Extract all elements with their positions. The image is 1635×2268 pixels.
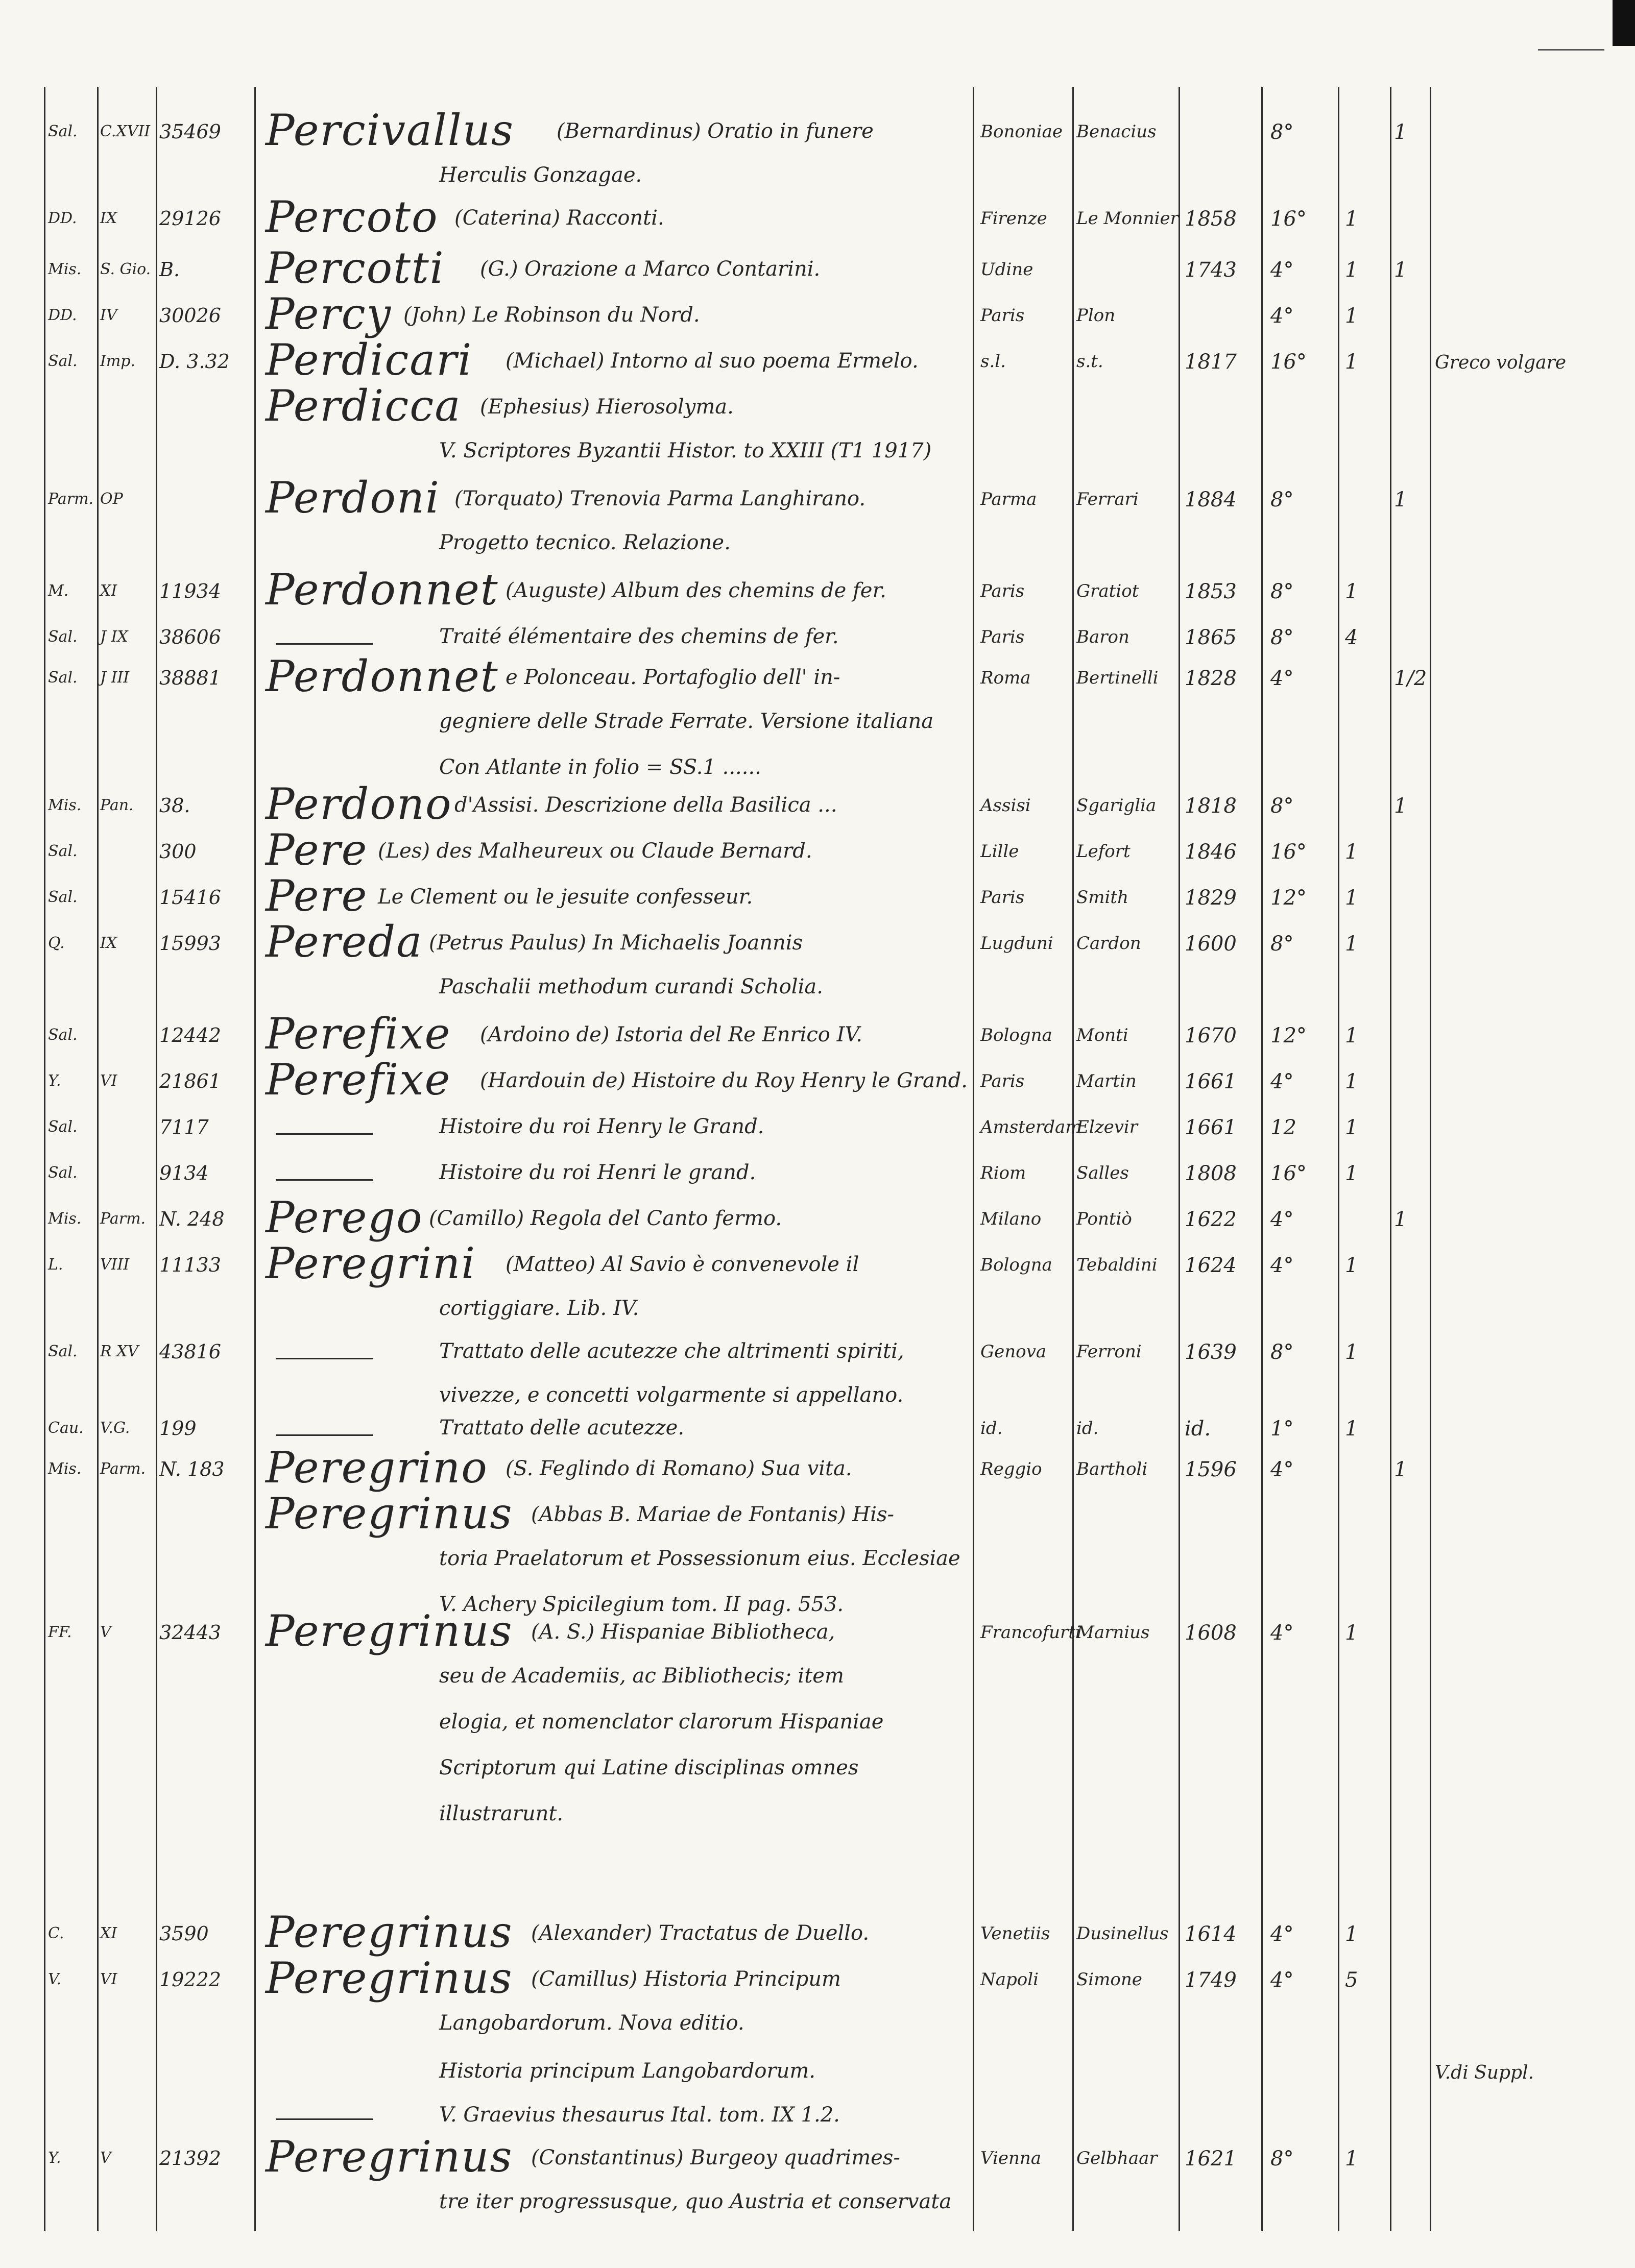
printer: Baron [1076, 627, 1129, 647]
catalog-entry [0, 1489, 1635, 1616]
title-text: Histoire du roi Henri le grand. [439, 1161, 756, 1184]
title-text: (Ardoino de) Istoria del Re Enrico IV. [480, 1023, 862, 1046]
title-text: (Hardouin de) Histoire du Roy Henry le Grand. [480, 1069, 968, 1092]
catalog-entry [0, 651, 1635, 779]
shelf-section: V.G. [100, 1419, 130, 1437]
place-of-publication: Udine [980, 259, 1033, 280]
year: 1621 [1185, 2147, 1237, 2171]
shelfmark: DD. [48, 209, 77, 227]
place-of-publication: id. [980, 1418, 1003, 1438]
author-heading: Perefixe [266, 1009, 451, 1059]
place-of-publication: Firenze [980, 208, 1047, 229]
shelf-section: OP [100, 490, 123, 508]
author-heading: Peregrinus [266, 2132, 513, 2182]
place-of-publication: Paris [980, 887, 1025, 908]
corner-rule [1538, 49, 1604, 51]
author-heading: Peregrini [266, 1238, 476, 1288]
title-text: d'Assisi. Descrizione della Basilica ... [454, 793, 837, 817]
printer: Le Monnier [1076, 208, 1179, 229]
shelf-section: V [100, 2149, 111, 2167]
title-text: (Ephesius) Hierosolyma. [480, 395, 734, 419]
volume-count: 1 [1345, 350, 1358, 374]
format: 16° [1270, 1162, 1307, 1185]
year: 1749 [1185, 1968, 1237, 1992]
format: 8° [1270, 794, 1294, 818]
place-of-publication: Francofurti [980, 1622, 1081, 1643]
extra-count: 1 [1394, 120, 1407, 144]
shelfmark: Sal. [48, 888, 78, 906]
shelf-section: Parm. [100, 1210, 146, 1228]
shelf-section: IV [100, 306, 117, 324]
catalog-entry [0, 2132, 1635, 2213]
author-heading: Perdonnet [266, 565, 499, 615]
inventory-number: 38606 [159, 626, 221, 648]
volume-count: 1 [1345, 1340, 1358, 1364]
format: 8° [1270, 626, 1294, 649]
title-text: Traité élémentaire des chemins de fer. [439, 625, 839, 648]
inventory-number: 199 [159, 1417, 197, 1440]
year: 1884 [1185, 488, 1237, 511]
shelf-section: IX [100, 934, 117, 952]
title-text: Trattato delle acutezze che altrimenti spiriti, [439, 1339, 904, 1363]
author-heading: Perdicari [266, 335, 473, 385]
shelf-section: IX [100, 209, 117, 227]
volume-count: 5 [1345, 1968, 1358, 1992]
inventory-number: 300 [159, 840, 197, 863]
format: 4° [1270, 1968, 1294, 1992]
title-text: Le Clement ou le jesuite confesseur. [378, 885, 753, 909]
continuation-line: gegniere delle Strade Ferrate. Versione italiana [439, 710, 934, 733]
author-heading: Percy [266, 289, 392, 339]
shelfmark: Cau. [48, 1419, 84, 1437]
author-heading: Pere [266, 825, 368, 875]
format: 4° [1270, 304, 1294, 328]
shelfmark: Q. [48, 934, 65, 952]
volume-count: 1 [1345, 1024, 1358, 1047]
printer: Salles [1076, 1163, 1129, 1183]
shelfmark: Sal. [48, 352, 78, 370]
format: 8° [1270, 580, 1294, 603]
inventory-number: 35469 [159, 120, 221, 143]
year: 1600 [1185, 932, 1237, 956]
shelf-section: J III [100, 669, 130, 687]
place-of-publication: Assisi [980, 795, 1031, 816]
printer: Lefort [1076, 841, 1131, 862]
inventory-number: 38. [159, 794, 190, 817]
printer: Gelbhaar [1076, 2148, 1158, 2168]
shelf-section: Parm. [100, 1460, 146, 1478]
shelf-section: S. Gio. [100, 260, 151, 278]
continuation-line: Scriptorum qui Latine disciplinas omnes [439, 1756, 859, 1779]
place-of-publication: Roma [980, 668, 1031, 688]
year: 1639 [1185, 1340, 1237, 1364]
author-heading: Percivallus [266, 105, 514, 155]
title-text: (Camillus) Historia Principum [531, 1967, 841, 1991]
shelf-section: C.XVII [100, 123, 151, 140]
printer: Gratiot [1076, 581, 1139, 601]
format: 4° [1270, 1070, 1294, 1093]
inventory-number: 21861 [159, 1070, 221, 1092]
printer: Bartholi [1076, 1459, 1148, 1479]
shelfmark: Parm. [48, 490, 94, 508]
shelfmark: Sal. [48, 1164, 78, 1182]
place-of-publication: Bononiae [980, 121, 1063, 142]
format: 4° [1270, 1922, 1294, 1946]
shelf-section: XI [100, 1924, 117, 1942]
volume-count: 1 [1345, 932, 1358, 956]
printer: Monti [1076, 1025, 1128, 1045]
continuation-line: vivezze, e concetti volgarmente si appellano. [439, 1383, 904, 1407]
year: 1858 [1185, 207, 1237, 231]
inventory-number: 3590 [159, 1922, 209, 1945]
place-of-publication: Paris [980, 305, 1025, 326]
volume-count: 1 [1345, 1116, 1358, 1139]
catalog-entry [0, 2057, 1635, 2127]
printer: Simone [1076, 1969, 1142, 1990]
ditto-rule [276, 1179, 373, 1181]
year: 1853 [1185, 580, 1237, 603]
shelf-section: J IX [100, 628, 128, 646]
year: 1596 [1185, 1458, 1237, 1481]
printer: s.t. [1076, 351, 1103, 372]
continuation-line: Langobardorum. Nova editio. [439, 2011, 744, 2035]
shelf-section: VI [100, 1072, 117, 1090]
shelfmark: Sal. [48, 1026, 78, 1044]
format: 12° [1270, 886, 1307, 910]
place-of-publication: Napoli [980, 1969, 1039, 1990]
inventory-number: N. 248 [159, 1208, 225, 1230]
continuation-line: seu de Academiis, ac Bibliothecis; item [439, 1664, 844, 1688]
volume-count: 4 [1345, 626, 1358, 649]
extra-count: 1 [1394, 1458, 1407, 1481]
shelfmark: C. [48, 1924, 64, 1942]
inventory-number: 43816 [159, 1340, 221, 1363]
title-text: (Caterina) Racconti. [454, 206, 664, 230]
volume-count: 1 [1345, 1254, 1358, 1277]
printer: Martin [1076, 1071, 1137, 1091]
place-of-publication: Paris [980, 1071, 1025, 1091]
title-text: (Camillo) Regola del Canto fermo. [429, 1207, 782, 1230]
year: 1622 [1185, 1208, 1237, 1231]
printer: Benacius [1076, 121, 1157, 142]
marginal-note: V.di Suppl. [1435, 2062, 1534, 2083]
title-text: (Petrus Paulus) In Michaelis Joannis [429, 931, 803, 955]
inventory-number: B. [159, 258, 180, 281]
catalog-entry [0, 1238, 1635, 1320]
title-text: (Auguste) Album des chemins de fer. [506, 579, 886, 602]
place-of-publication: Riom [980, 1163, 1026, 1183]
shelfmark: Sal. [48, 842, 78, 860]
catalog-entry [0, 1337, 1635, 1407]
place-of-publication: Bologna [980, 1025, 1052, 1045]
volume-count: 1 [1345, 258, 1358, 282]
continuation-line: Herculis Gonzagae. [439, 163, 642, 187]
continuation-line: illustrarunt. [439, 1802, 564, 1825]
author-heading: Perdono [266, 779, 452, 829]
printer: Elzevir [1076, 1117, 1138, 1137]
extra-count: 1 [1394, 488, 1407, 511]
volume-count: 1 [1345, 304, 1358, 328]
format: 8° [1270, 120, 1294, 144]
format: 4° [1270, 1208, 1294, 1231]
continuation-line: tre iter progressusque, quo Austria et conservata [439, 2190, 952, 2213]
format: 4° [1270, 258, 1294, 282]
shelfmark: FF. [48, 1623, 72, 1641]
inventory-number: 30026 [159, 304, 221, 327]
year: 1808 [1185, 1162, 1237, 1185]
volume-count: 1 [1345, 2147, 1358, 2171]
inventory-number: 19222 [159, 1968, 221, 1991]
volume-count: 1 [1345, 1162, 1358, 1185]
inventory-number: 11934 [159, 580, 221, 602]
shelfmark: Y. [48, 2149, 61, 2167]
year: 1661 [1185, 1070, 1237, 1093]
place-of-publication: Lugduni [980, 933, 1053, 954]
printer: Ferrari [1076, 489, 1139, 509]
author-heading: Perefixe [266, 1055, 451, 1105]
format: 16° [1270, 207, 1307, 231]
author-heading: Peregrinus [266, 1953, 513, 2003]
ditto-rule [276, 643, 373, 645]
inventory-number: 29126 [159, 207, 221, 230]
format: 8° [1270, 2147, 1294, 2171]
inventory-number: 21392 [159, 2147, 221, 2169]
shelf-section: Imp. [100, 352, 136, 370]
extra-count: 1 [1394, 258, 1407, 282]
title-text: Trattato delle acutezze. [439, 1416, 685, 1440]
format: 4° [1270, 1254, 1294, 1277]
place-of-publication: Venetiis [980, 1923, 1050, 1944]
printer: Pontiò [1076, 1209, 1132, 1229]
printer: id. [1076, 1418, 1099, 1438]
catalog-entry [0, 381, 1635, 462]
volume-count: 1 [1345, 886, 1358, 910]
shelfmark: Sal. [48, 1343, 78, 1360]
author-heading: Peregrinus [266, 1907, 513, 1957]
inventory-number: N. 183 [159, 1458, 225, 1480]
title-text: (Alexander) Tractatus de Duello. [531, 1921, 870, 1945]
year: 1865 [1185, 626, 1237, 649]
shelfmark: V. [48, 1970, 61, 1988]
printer: Ferroni [1076, 1342, 1142, 1362]
author-heading: Perdoni [266, 473, 440, 523]
format: 1° [1270, 1417, 1294, 1441]
continuation-line: toria Praelatorum et Possessionum eius. Ecclesiae [439, 1547, 960, 1570]
printer: Marnius [1076, 1622, 1150, 1643]
place-of-publication: Amsterdam [980, 1117, 1082, 1137]
year: 1828 [1185, 667, 1237, 690]
catalog-entry [0, 1953, 1635, 2035]
catalog-entry [0, 105, 1635, 187]
author-heading: Percotti [266, 243, 445, 293]
title-text: (Les) des Malheureux ou Claude Bernard. [378, 839, 812, 863]
shelfmark: Sal. [48, 669, 78, 687]
author-heading: Percoto [266, 192, 439, 242]
continuation-line: Con Atlante in folio = SS.1 ...... [439, 755, 761, 779]
inventory-number: 7117 [159, 1116, 209, 1138]
place-of-publication: Reggio [980, 1459, 1042, 1479]
shelf-section: R XV [100, 1343, 139, 1360]
volume-count: 1 [1345, 1621, 1358, 1645]
title-text: (Abbas B. Mariae de Fontanis) His- [531, 1503, 895, 1526]
year: 1743 [1185, 258, 1237, 282]
place-of-publication: Paris [980, 581, 1025, 601]
printer: Smith [1076, 887, 1128, 908]
ditto-rule [276, 1358, 373, 1359]
inventory-number: D. 3.32 [159, 350, 230, 373]
printer: Tebaldini [1076, 1255, 1158, 1275]
volume-count: 1 [1345, 1070, 1358, 1093]
format: 4° [1270, 667, 1294, 690]
ditto-rule [276, 1434, 373, 1436]
volume-count: 1 [1345, 207, 1358, 231]
title-text: e Polonceau. Portafoglio dell' in- [506, 666, 840, 689]
author-heading: Pereda [266, 917, 423, 967]
shelfmark: Mis. [48, 1460, 82, 1478]
shelf-section: VIII [100, 1256, 130, 1274]
shelfmark: L. [48, 1256, 63, 1274]
format: 4° [1270, 1621, 1294, 1645]
title-text: Historia principum Langobardorum. [439, 2059, 815, 2083]
shelf-section: XI [100, 582, 117, 600]
inventory-number: 15993 [159, 932, 221, 955]
author-heading: Perego [266, 1192, 423, 1242]
year: 1846 [1185, 840, 1237, 864]
title-text: (John) Le Robinson du Nord. [403, 303, 700, 327]
shelfmark: Mis. [48, 260, 82, 278]
title-text: (A. S.) Hispaniae Bibliotheca, [531, 1620, 835, 1644]
format: 16° [1270, 840, 1307, 864]
title-text: (Michael) Intorno al suo poema Ermelo. [506, 349, 919, 373]
shelf-section: V [100, 1623, 111, 1641]
format: 4° [1270, 1458, 1294, 1481]
printer: Bertinelli [1076, 668, 1159, 688]
catalog-entry [0, 473, 1635, 554]
shelfmark: Mis. [48, 1210, 82, 1228]
shelfmark: Sal. [48, 628, 78, 646]
inventory-number: 9134 [159, 1162, 209, 1184]
shelfmark: Y. [48, 1072, 61, 1090]
shelfmark: Sal. [48, 123, 78, 140]
continuation-line: V. Scriptores Byzantii Histor. to XXIII (T1 1917) [439, 439, 932, 462]
year: 1818 [1185, 794, 1237, 818]
title-text: (G.) Orazione a Marco Contarini. [480, 257, 821, 281]
title-text: Histoire du roi Henry le Grand. [439, 1115, 764, 1138]
year: 1670 [1185, 1024, 1237, 1047]
inventory-number: 15416 [159, 886, 221, 909]
shelf-section: Pan. [100, 796, 134, 814]
continuation-line: Paschalii methodum curandi Scholia. [439, 975, 823, 998]
inventory-number: 38881 [159, 667, 221, 689]
continuation-line: elogia, et nomenclator clarorum Hispaniae [439, 1710, 884, 1734]
scan-edge-mark [1613, 0, 1635, 46]
place-of-publication: Bologna [980, 1255, 1052, 1275]
marginal-note: Greco volgare [1435, 352, 1567, 373]
format: 8° [1270, 1340, 1294, 1364]
author-heading: Peregrinus [266, 1606, 513, 1656]
printer: Sgariglia [1076, 795, 1157, 816]
place-of-publication: Vienna [980, 2148, 1042, 2168]
place-of-publication: s.l. [980, 351, 1006, 372]
place-of-publication: Lille [980, 841, 1019, 862]
printer: Cardon [1076, 933, 1141, 954]
printer: Plon [1076, 305, 1116, 326]
year: 1608 [1185, 1621, 1237, 1645]
continuation-line: Progetto tecnico. Relazione. [439, 531, 731, 554]
volume-count: 1 [1345, 580, 1358, 603]
author-heading: Peregrinus [266, 1489, 513, 1539]
title-text: (Matteo) Al Savio è convenevole il [506, 1253, 859, 1276]
inventory-number: 11133 [159, 1254, 221, 1276]
title-text: (S. Feglindo di Romano) Sua vita. [506, 1457, 852, 1480]
continuation-line: cortiggiare. Lib. IV. [439, 1297, 639, 1320]
author-heading: Pere [266, 871, 368, 921]
ditto-rule [276, 1133, 373, 1135]
format: 8° [1270, 932, 1294, 956]
format: 12 [1270, 1116, 1296, 1139]
format: 12° [1270, 1024, 1307, 1047]
place-of-publication: Genova [980, 1342, 1047, 1362]
title-text: (Bernardinus) Oratio in funere [557, 119, 874, 143]
format: 8° [1270, 488, 1294, 511]
place-of-publication: Paris [980, 627, 1025, 647]
inventory-number: 32443 [159, 1621, 221, 1644]
ditto-rule [276, 2118, 373, 2120]
extra-count: 1/2 [1394, 667, 1427, 690]
place-of-publication: Parma [980, 489, 1037, 509]
year: 1624 [1185, 1254, 1237, 1277]
author-heading: Perdonnet [266, 651, 499, 701]
printer: Dusinellus [1076, 1923, 1169, 1944]
year: 1829 [1185, 886, 1237, 910]
year: 1614 [1185, 1922, 1237, 1946]
extra-count: 1 [1394, 1208, 1407, 1231]
author-heading: Peregrino [266, 1443, 488, 1493]
shelfmark: DD. [48, 306, 77, 324]
catalog-entry [0, 1606, 1635, 1825]
extra-count: 1 [1394, 794, 1407, 818]
volume-count: 1 [1345, 840, 1358, 864]
volume-count: 1 [1345, 1922, 1358, 1946]
title-text: (Torquato) Trenovia Parma Langhirano. [454, 487, 866, 510]
volume-count: 1 [1345, 1417, 1358, 1441]
place-of-publication: Milano [980, 1209, 1042, 1229]
title-text: (Constantinus) Burgeoy quadrimes- [531, 2146, 900, 2169]
shelfmark: Mis. [48, 796, 82, 814]
format: 16° [1270, 350, 1307, 374]
shelfmark: M. [48, 582, 69, 600]
catalog-entry [0, 917, 1635, 998]
continuation-line: V. Graevius thesaurus Ital. tom. IX 1.2. [439, 2103, 840, 2127]
shelfmark: Sal. [48, 1118, 78, 1136]
continuation-line: V. Achery Spicilegium tom. II pag. 553. [439, 1593, 844, 1616]
shelf-section: VI [100, 1970, 117, 1988]
author-heading: Perdicca [266, 381, 462, 431]
inventory-number: 12442 [159, 1024, 221, 1046]
year: 1817 [1185, 350, 1237, 374]
year: id. [1185, 1417, 1211, 1441]
year: 1661 [1185, 1116, 1237, 1139]
